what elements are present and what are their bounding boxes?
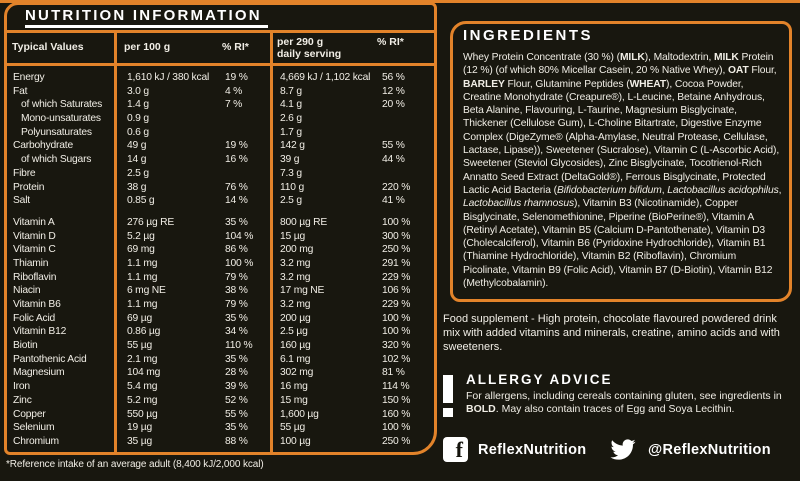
table-row <box>7 126 434 140</box>
cell-ri-100g: 55 % <box>225 408 248 420</box>
cell-value-100g: 6 mg NE <box>127 285 166 297</box>
exclamation-bar <box>443 375 453 403</box>
cell-value-290g: 302 mg <box>280 367 314 379</box>
table-row <box>7 153 434 167</box>
cell-label: Polyunsaturates <box>21 126 92 138</box>
nutrition-title: NUTRITION INFORMATION <box>25 7 268 28</box>
cell-ri-100g: 14 % <box>225 195 248 207</box>
cell-label: Vitamin B12 <box>13 326 67 338</box>
ingredients-panel <box>450 21 792 302</box>
cell-ri-290g: 100 % <box>382 326 411 338</box>
cell-value-100g: 14 g <box>127 154 147 166</box>
cell-value-100g: 2.1 mg <box>127 353 158 365</box>
cell-ri-290g: 220 % <box>382 181 411 193</box>
cell-ri-290g: 229 % <box>382 271 411 283</box>
table-row <box>7 271 434 285</box>
cell-ri-100g: 28 % <box>225 367 248 379</box>
twitter-item <box>608 437 771 462</box>
table-row <box>7 298 434 312</box>
cell-label: Mono-unsaturates <box>21 113 101 125</box>
cell-label: Vitamin C <box>13 244 56 256</box>
cell-ri-100g: 39 % <box>225 381 248 393</box>
cell-label: Chromium <box>13 435 59 447</box>
header-per-290g-line2: daily serving <box>277 48 342 60</box>
table-row <box>7 181 434 195</box>
cell-value-290g: 3.2 mg <box>280 299 311 310</box>
cell-ri-290g: 150 % <box>382 394 411 406</box>
cell-ri-290g: 160 % <box>382 408 411 420</box>
table-row <box>7 435 434 449</box>
cell-value-100g: 5.4 mg <box>127 381 158 393</box>
cell-value-290g: 17 mg NE <box>280 285 325 297</box>
cell-label: Salt <box>13 195 30 207</box>
cell-ri-100g: 110 % <box>225 340 253 352</box>
cell-value-100g: 0.86 µg <box>127 326 161 338</box>
cell-value-290g: 6.1 mg <box>280 353 311 365</box>
cell-label: Fibre <box>13 167 36 179</box>
table-row <box>7 380 434 394</box>
social-row <box>443 437 795 467</box>
cell-value-100g: 1.4 g <box>127 99 149 111</box>
cell-value-290g: 1,600 µg <box>280 408 319 420</box>
cell-value-290g: 800 µg RE <box>280 216 328 228</box>
table-row <box>7 284 434 298</box>
cell-label: Vitamin D <box>13 230 56 242</box>
cell-value-100g: 1.1 mg <box>127 299 158 310</box>
header-per-100g: per 100 g <box>124 41 171 53</box>
table-row <box>7 216 434 230</box>
cell-value-290g: 1.7 g <box>280 126 302 138</box>
cell-ri-290g: 100 % <box>382 422 411 434</box>
table-row <box>7 394 434 408</box>
cell-ri-100g: 35 % <box>225 216 248 228</box>
cell-value-100g: 1,610 kJ / 380 kcal <box>127 72 210 83</box>
cell-label: Carbohydrate <box>13 140 73 152</box>
header-typical-values: Typical Values <box>12 41 84 53</box>
table-row <box>7 339 434 353</box>
cell-value-290g: 200 µg <box>280 312 311 324</box>
cell-ri-100g: 16 % <box>225 154 248 166</box>
table-row <box>7 312 434 326</box>
cell-value-100g: 55 µg <box>127 340 152 352</box>
cell-value-100g: 3.0 g <box>127 85 149 97</box>
cell-ri-100g: 52 % <box>225 394 248 406</box>
cell-ri-100g: 19 % <box>225 140 248 152</box>
cell-ri-100g: 38 % <box>225 285 248 297</box>
cell-label: of which Sugars <box>21 154 92 166</box>
allergy-text: For allergens, including cereals containing gluten, see ingredients in BOLD. May also contain traces of Egg and Soya Lecithin. <box>466 390 782 416</box>
cell-value-290g: 7.3 g <box>280 167 302 179</box>
cell-label: Pantothenic Acid <box>13 353 87 365</box>
cell-ri-290g: 250 % <box>382 435 411 447</box>
cell-label: Zinc <box>13 394 32 406</box>
cell-ri-100g: 88 % <box>225 435 248 447</box>
cell-ri-100g: 4 % <box>225 85 243 97</box>
cell-ri-100g: 7 % <box>225 99 243 111</box>
table-row <box>7 167 434 181</box>
table-row <box>7 408 434 422</box>
cell-label: Vitamin B6 <box>13 299 61 310</box>
cell-value-290g: 142 g <box>280 140 305 152</box>
cell-ri-100g: 79 % <box>225 299 248 310</box>
cell-value-290g: 3.2 mg <box>280 257 311 269</box>
ingredients-text: Whey Protein Concentrate (30 %) (MILK), Maltodextrin, MILK Protein (12 %) (of which 80% Micellar Casein, 20 % Native Whey), OAT Flour, BARLEY Flour, Glutamine Peptides (WHEAT), Cocoa Powder, Creatine Monohydrate (Creapure®), L-Leucine, Betaine Anhydrous, Beta Alanine, Flavouring, L-Taurine, Magnesium Bisglycinate, Thickener (Cellulose Gum), L-Choline Bitartrate, Digestive Enzyme Complex (DigeZyme® (Alpha-Amylase, Neutral Protease, Cellulase, Lactase, Lipase)), Sweetener (Sucralose), Vitamin C (L-Ascorbic Acid), Sweetener (Steviol Glycosides), Zinc Bisglycinate, Tocotrienol-Rich Annatto Seed Extract (DeltaGold®), Ferrous Bisglycinate, Protected Lactic Acid Bacteria (Bifidobacterium bifidum, Lactobacillus acidophilus, Lactobacillus rhamnosus), Vitamin B3 (Nicotinamide), Copper Bisglycinate, Selenomethionine, Piperine (BioPerine®), Vitamin A (Retinyl Acetate), Vitamin B5 (Calcium D-Pantothenate), Vitamin D3 (Cholecalciferol), Vitamin B6 (Pyridoxine Hydrochloride), Vitamin B1 (Thiamine Hydrochloride), Vitamin B2 (Riboflavin), Chromium Picolinate, Vitamin B9 (Folic Acid), Vitamin B7 (D-Biotin), Vitamin B12 (Methylcobalamin). <box>463 52 782 290</box>
cell-value-100g: 5.2 mg <box>127 394 158 406</box>
table-row <box>7 353 434 367</box>
facebook-item <box>443 437 586 462</box>
cell-value-290g: 160 µg <box>280 340 311 352</box>
cell-ri-290g: 102 % <box>382 353 411 365</box>
table-row <box>7 257 434 271</box>
cell-value-290g: 100 µg <box>280 435 311 447</box>
cell-value-100g: 0.85 g <box>127 195 155 207</box>
cell-ri-290g: 106 % <box>382 285 411 297</box>
cell-ri-290g: 229 % <box>382 299 411 310</box>
cell-ri-100g: 34 % <box>225 326 248 338</box>
reference-intake-footnote: *Reference intake of an average adult (8,400 kJ/2,000 kcal) <box>6 459 264 470</box>
cell-ri-290g: 250 % <box>382 244 411 256</box>
header-ri-100g: % RI* <box>222 41 249 53</box>
header-per-290g <box>277 36 341 60</box>
header-per-290g-line1: per 290 g <box>277 36 324 48</box>
table-row <box>7 421 434 435</box>
cell-label: Energy <box>13 72 45 83</box>
cell-label: of which Saturates <box>21 99 103 111</box>
cell-ri-290g: 44 % <box>382 154 405 166</box>
cell-ri-290g: 56 % <box>382 72 405 83</box>
cell-ri-290g: 20 % <box>382 99 405 111</box>
cell-label: Iron <box>13 381 30 393</box>
cell-label: Vitamin A <box>13 216 55 228</box>
cell-ri-290g: 300 % <box>382 230 411 242</box>
cell-ri-290g: 55 % <box>382 140 405 152</box>
cell-value-100g: 49 g <box>127 140 147 152</box>
cell-ri-290g: 12 % <box>382 85 405 97</box>
cell-value-100g: 2.5 g <box>127 167 149 179</box>
cell-value-290g: 39 g <box>280 154 300 166</box>
cell-value-290g: 4,669 kJ / 1,102 kcal <box>280 72 371 83</box>
table-header-row <box>4 30 437 66</box>
cell-value-100g: 69 mg <box>127 244 155 256</box>
table-row <box>7 112 434 126</box>
cell-label: Folic Acid <box>13 312 56 324</box>
cell-value-290g: 3.2 mg <box>280 271 311 283</box>
cell-ri-100g: 79 % <box>225 271 248 283</box>
cell-value-100g: 1.1 mg <box>127 271 158 283</box>
cell-ri-100g: 35 % <box>225 312 248 324</box>
table-row <box>7 230 434 244</box>
exclamation-dot <box>443 408 453 417</box>
cell-value-100g: 1.1 mg <box>127 257 158 269</box>
cell-ri-100g: 35 % <box>225 353 248 365</box>
cell-value-100g: 0.6 g <box>127 126 149 138</box>
cell-value-100g: 0.9 g <box>127 113 149 125</box>
cell-value-100g: 5.2 µg <box>127 230 155 242</box>
cell-value-100g: 38 g <box>127 181 147 193</box>
cell-ri-290g: 100 % <box>382 312 411 324</box>
cell-label: Riboflavin <box>13 271 57 283</box>
cell-label: Selenium <box>13 422 55 434</box>
cell-ri-100g: 19 % <box>225 72 248 83</box>
exclamation-icon <box>443 375 453 420</box>
nutrition-rows <box>7 71 434 449</box>
table-row <box>7 85 434 99</box>
table-row <box>7 243 434 257</box>
cell-value-290g: 16 mg <box>280 381 308 393</box>
cell-value-290g: 8.7 g <box>280 85 302 97</box>
facebook-icon: f <box>443 437 468 462</box>
cell-value-100g: 69 µg <box>127 312 152 324</box>
cell-value-290g: 15 µg <box>280 230 305 242</box>
cell-ri-290g: 291 % <box>382 257 411 269</box>
cell-ri-100g: 100 % <box>225 257 254 269</box>
cell-label: Thiamin <box>13 257 49 269</box>
facebook-handle: ReflexNutrition <box>478 441 587 458</box>
cell-value-290g: 15 mg <box>280 394 308 406</box>
cell-label: Biotin <box>13 340 38 352</box>
table-row <box>7 325 434 339</box>
cell-ri-290g: 41 % <box>382 195 405 207</box>
cell-ri-290g: 100 % <box>382 216 411 228</box>
cell-value-100g: 550 µg <box>127 408 158 420</box>
table-row <box>7 98 434 112</box>
cell-value-290g: 200 mg <box>280 244 314 256</box>
cell-ri-290g: 320 % <box>382 340 411 352</box>
cell-value-100g: 104 mg <box>127 367 161 379</box>
cell-label: Protein <box>13 181 45 193</box>
twitter-handle: @ReflexNutrition <box>648 441 771 458</box>
cell-label: Niacin <box>13 285 41 297</box>
cell-value-290g: 2.6 g <box>280 113 302 125</box>
cell-label: Magnesium <box>13 367 65 379</box>
table-row <box>7 366 434 380</box>
twitter-icon <box>608 437 638 462</box>
table-row <box>7 139 434 153</box>
cell-ri-290g: 114 % <box>382 381 410 393</box>
cell-value-290g: 2.5 g <box>280 195 302 207</box>
cell-label: Fat <box>13 85 28 97</box>
table-row <box>7 194 434 208</box>
cell-value-100g: 35 µg <box>127 435 152 447</box>
cell-ri-100g: 35 % <box>225 422 248 434</box>
cell-ri-100g: 76 % <box>225 181 248 193</box>
allergy-advice-title: ALLERGY ADVICE <box>466 372 613 387</box>
cell-ri-290g: 81 % <box>382 367 405 379</box>
cell-value-100g: 19 µg <box>127 422 152 434</box>
cell-value-290g: 4.1 g <box>280 99 302 111</box>
cell-value-290g: 2.5 µg <box>280 326 308 338</box>
ingredients-title: INGREDIENTS <box>463 27 594 44</box>
cell-label: Copper <box>13 408 46 420</box>
cell-ri-100g: 86 % <box>225 244 248 256</box>
cell-value-290g: 110 g <box>280 181 305 193</box>
header-ri-290g: % RI* <box>377 36 404 48</box>
nutrition-panel <box>4 2 437 455</box>
supplement-note: Food supplement - High protein, chocolate flavoured powdered drink mix with added vitamins and minerals, creatine, amino acids and with sweeteners. <box>443 313 780 353</box>
cell-value-100g: 276 µg RE <box>127 216 175 228</box>
cell-value-290g: 55 µg <box>280 422 305 434</box>
cell-ri-100g: 104 % <box>225 230 254 242</box>
table-row <box>7 71 434 85</box>
